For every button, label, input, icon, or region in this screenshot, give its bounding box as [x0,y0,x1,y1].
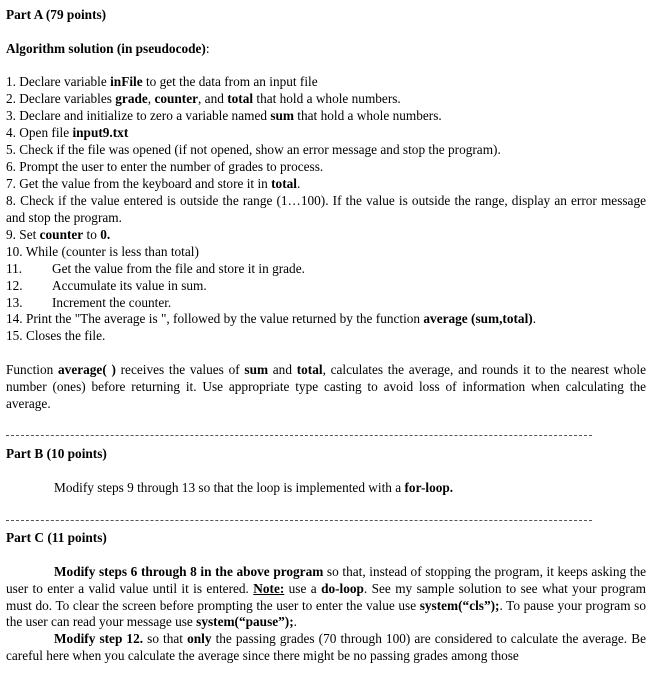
step-text: Get the value from the file and store it in grade. [52,261,305,276]
para-bold: system(“cls”); [419,597,500,613]
note-text: receives the values of [115,362,245,377]
step-5: 5. Check if the file was opened (if not opened, show an error message and stop the program). [6,142,501,157]
step-text: . [296,176,301,191]
step-bold: input9.txt [72,125,129,140]
step-9 [6,227,110,244]
step-bold: counter [39,227,84,242]
step-7 [6,176,300,193]
step-text: , and [198,91,228,106]
para-text: . To pause your program so the user can read your message use [6,597,646,630]
step-bold: total [271,176,297,191]
step-text: 2. Declare variables [6,91,116,106]
para-bold: Modify steps 6 through 8 in the above program [54,564,324,579]
note-bold: total [296,362,323,377]
step-text: . [532,311,537,326]
para-text: . [293,614,297,630]
para-text: so that, instead of stopping the program, it keeps asking the user to enter a valid value until it is entered. [6,564,647,596]
step-10: 10. While (counter is less than total) [6,244,199,259]
step-11 [6,261,305,278]
subheading-suffix: : [205,41,210,56]
step-8: 8. Check if the value entered is outside the range (1…100). If the value is outside the range, display an error message and stop the program. [6,193,646,225]
step-text: 14. Print the "The average is ", followed by the value returned by the function [6,311,424,326]
para-bold: only [187,631,212,646]
part-a-heading: Part A (79 points) [6,7,107,22]
para-bold: system(“pause”); [196,614,294,630]
para-bold: Modify step 12. [54,631,144,646]
note-label: Note: [253,580,285,596]
step-text: that hold a whole numbers. [293,108,442,123]
note-text: , calculates the average, and rounds it to the nearest whole number (ones) before returning it. Use appropriate type casting to avoid loss of information when calculating the average. [6,362,646,411]
step-text: 4. Open file [6,125,73,140]
step-text: that hold a whole numbers. [253,91,401,106]
step-2 [6,91,401,108]
step-bold: counter [154,91,199,106]
section-divider [6,435,592,436]
part-b-body: Modify steps 9 through 13 so that the loop is implemented with a [54,480,405,495]
function-note [6,362,646,412]
step-text: Accumulate its value in sum. [52,278,207,293]
step-number: 13. [6,295,23,310]
step-text: 9. Set [6,227,40,242]
step-bold: grade [115,91,148,106]
step-text: to [83,227,101,242]
step-number: 12. [6,278,23,293]
note-text: Function [6,362,59,377]
step-text: 3. Declare and initialize to zero a variable named [6,108,271,123]
step-13 [6,295,171,312]
step-14 [6,311,536,328]
part-b-bold: for-loop. [404,480,454,495]
para-text: use a [284,580,322,596]
step-number: 11. [6,261,23,276]
step-bold: inFile [110,74,143,89]
step-text: , [147,91,155,106]
step-text: Increment the counter. [52,295,172,310]
step-text: 1. Declare variable [6,74,111,89]
part-c-heading: Part C (11 points) [6,530,107,545]
section-divider [6,520,592,521]
step-text: 7. Get the value from the keyboard and store it in [6,176,272,191]
step-bold: total [227,91,254,106]
part-c-paragraph-2 [6,631,646,665]
part-b-heading: Part B (10 points) [6,446,107,461]
step-6: 6. Prompt the user to enter the number of grades to process. [6,159,324,174]
step-bold: sum [270,108,294,123]
para-bold: do-loop [321,580,364,596]
part-b-text [54,480,453,497]
para-text: so that [143,631,188,646]
step-15: 15. Closes the file. [6,328,106,343]
step-text: to get the data from an input file [142,74,318,89]
subheading-text: Algorithm solution (in pseudocode) [6,41,206,56]
note-bold: average( ) [58,362,116,377]
note-bold: sum [244,362,269,377]
note-text: and [268,362,297,377]
step-4 [6,125,128,142]
step-bold: 0. [100,227,111,242]
part-a-subheading [6,41,210,58]
part-c-paragraph-1 [6,564,646,631]
step-bold: average (sum,total) [423,311,533,326]
step-12 [6,278,207,295]
step-1 [6,74,318,91]
para-text: the passing grades (70 through 100) are considered to calculate the average. Be careful here when you calculate the average since there might be no passing grades among those [6,631,646,663]
step-3 [6,108,442,125]
para-text: . See my sample solution to see what your program must do. To clear the screen before prompting the user to enter the value use [6,580,646,613]
